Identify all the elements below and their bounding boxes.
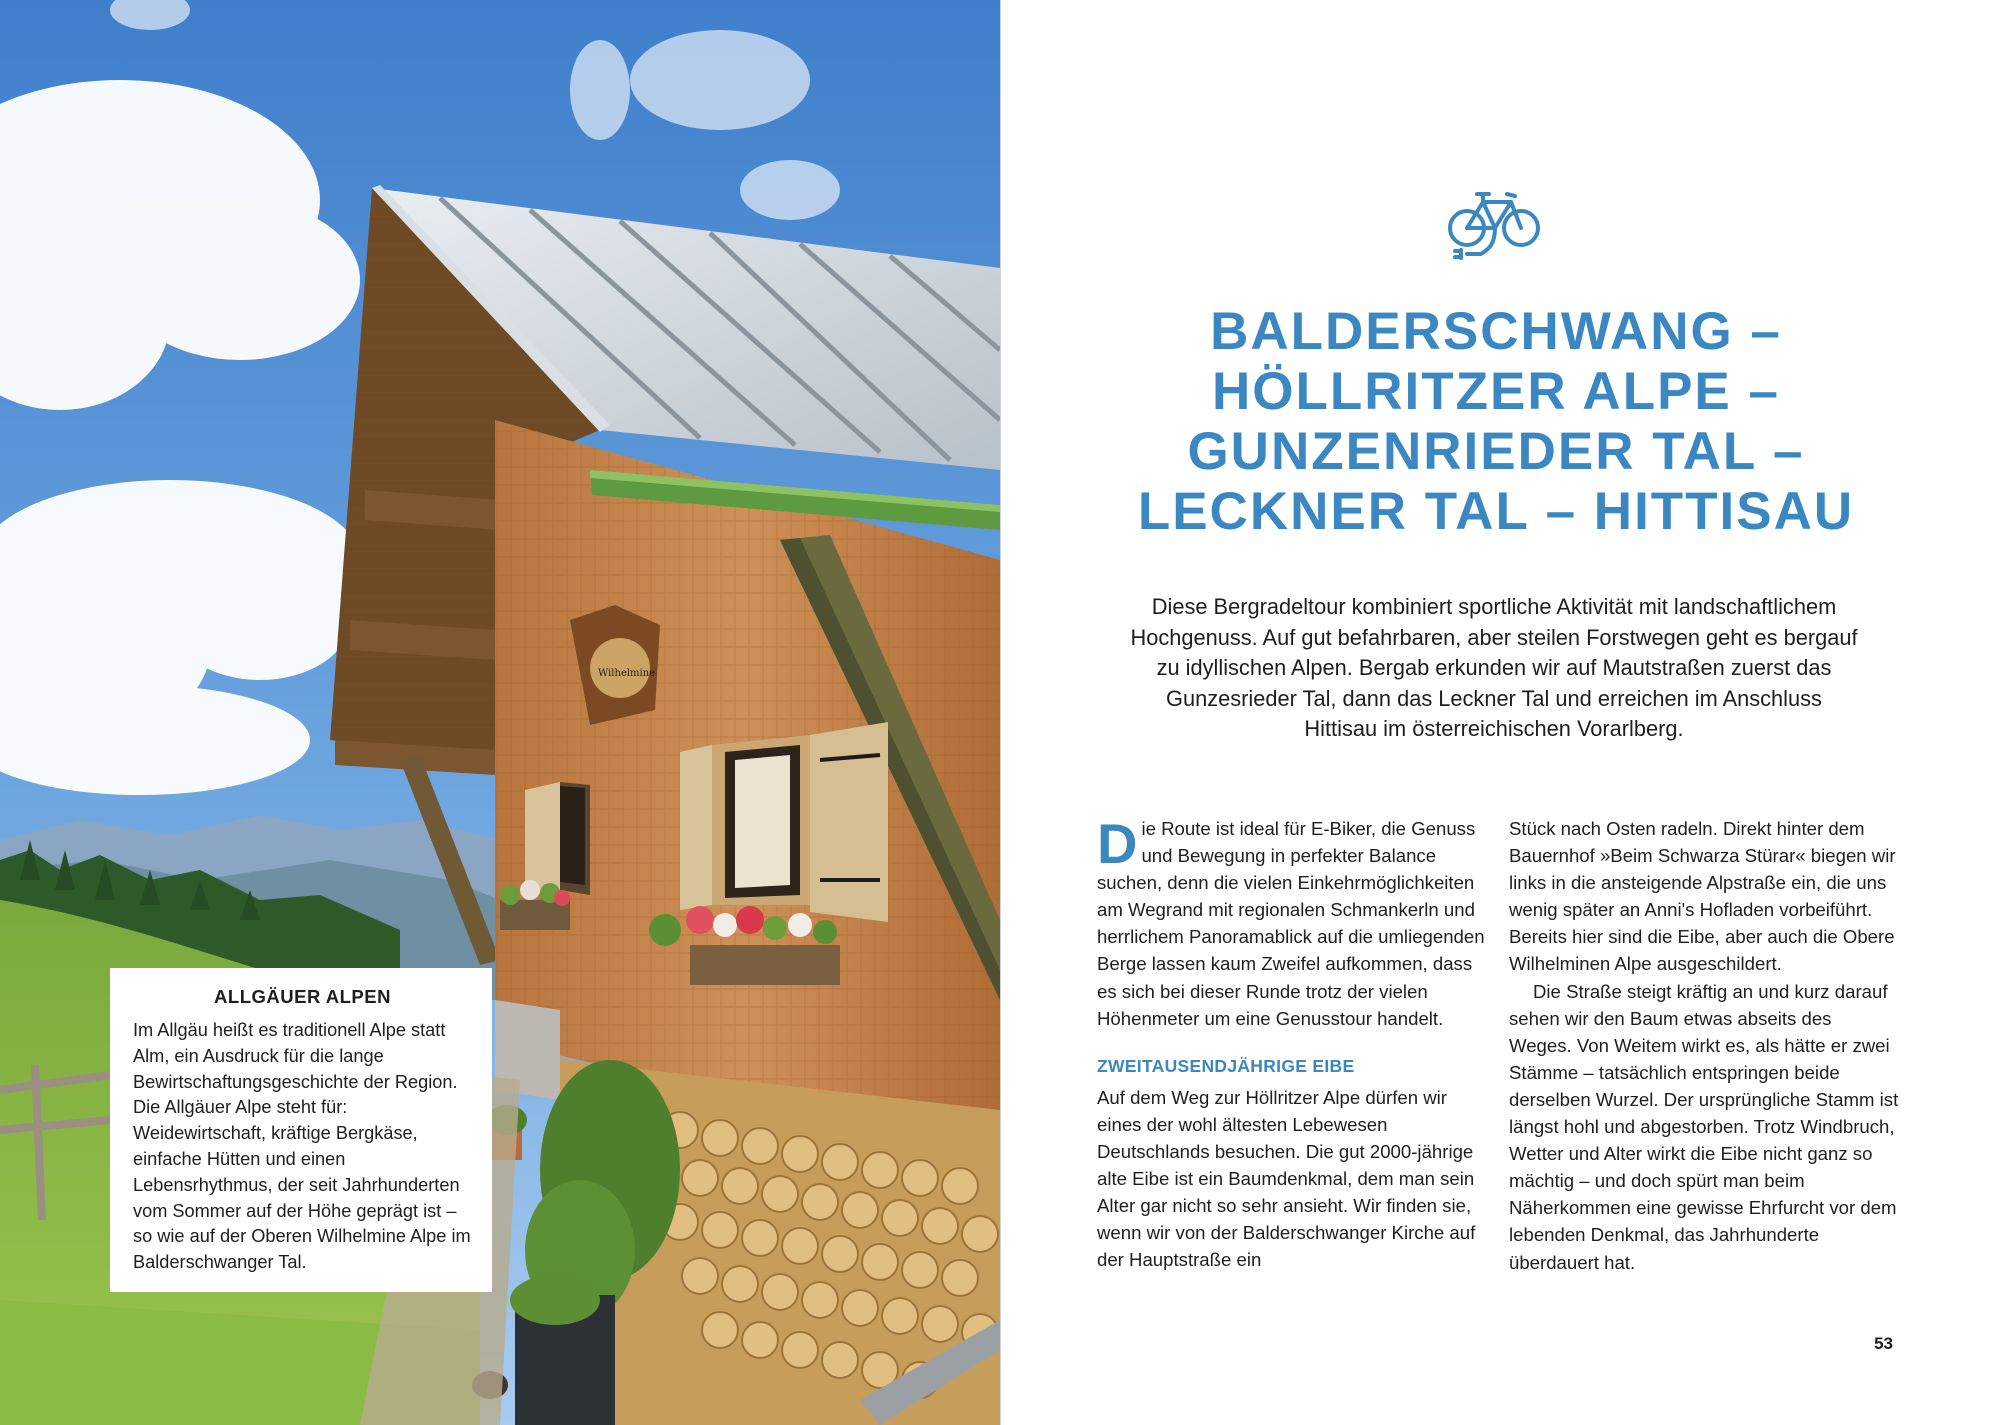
body-text: ie Route ist ideal für E-Biker, die Genuss und Bewegung in perfekter Balance suchen, denn die vielen Einkehrmöglichkeiten am Wegrand mit regionalen Schmankerln und herrlichem Panoramablick auf die umliegenden Berge lassen kaum Zweifel aufkommen, dass es sich bei dieser Runde trotz der vielen Höhenmeter um eine Genusstour handelt.: [1097, 818, 1485, 1029]
section-subheading: ZWEITAUSENDJÄHRIGE EIBE: [1097, 1055, 1355, 1076]
page-number: 53: [1874, 1334, 1893, 1353]
caption-box: [110, 968, 492, 1292]
body-paragraph: [1097, 812, 1487, 1032]
text-page: [1000, 0, 2000, 1425]
body-paragraph: Stück nach Osten radeln. Direkt hinter dem Bauernhof »Beim Schwarza Stürar« biegen wir links in die ansteigende Alpstraße ein, die uns wenig später an Anni's Hofladen vorbeiführt. Bereits hier sind die Eibe, aber auch die Obere Wilhelminen Alpe ausgeschildert.: [1509, 818, 1896, 975]
caption-text: Im Allgäu heißt es traditionell Alpe statt Alm, ein Ausdruck für die lange Bewirtschaftungsgeschichte der Region. Die Allgäuer Alpe steht für: Weidewirtschaft, kräftige Bergkäse, einfache Hütten und einen Lebensrhythmus, der seit Jahrhunderten vom Sommer auf der Höhe geprägt ist – so wie auf der Oberen Wilhelmine Alpe im Balderschwanger Tal.: [133, 1020, 471, 1273]
e-bike-icon: [1447, 188, 1543, 268]
body-paragraph: Die Straße steigt kräftig an und kurz darauf sehen wir den Baum etwas abseits des Weges. Von Weitem wirkt es, als hätte er zwei Stämme – tatsächlich entspringen beide derselben Wurzel. Der ursprüngliche Stamm ist längst hohl und abgestorben. Trotz Windbruch, Wetter und Alter wirkt die Eibe nicht ganz so mächtig – und doch spürt man beim Näherkommen eine gewisse Ehrfurcht vor dem lebenden Denkmal, das Jahrhunderte überdauert hat.: [1509, 980, 1899, 1273]
title-line: BALDERSCHWANG –: [1210, 302, 1782, 361]
drop-cap: D: [1097, 812, 1138, 875]
title-line: LECKNER TAL – HITTISAU: [1137, 482, 1855, 541]
svg-text:Wilhelmine: Wilhelmine: [598, 668, 656, 679]
tour-title: [1061, 302, 1931, 542]
text-column-left: [1097, 812, 1487, 1273]
text-column-right: [1509, 815, 1899, 1276]
caption-title: ALLGÄUER ALPEN: [214, 986, 391, 1007]
title-line: HÖLLRITZER ALPE –: [1212, 362, 1780, 421]
title-line: GUNZENRIEDER TAL –: [1187, 422, 1805, 481]
intro-paragraph: Diese Bergradeltour kombiniert sportliche Aktivität mit landschaftlichem Hochgenuss. Auf gut befahrbaren, aber steilen Forstwegen geht es bergauf zu idyllischen Alpen. Bergab erkunden wir auf Mautstraßen zuerst das Gunzesrieder Tal, dann das Leckner Tal und erreichen im Anschluss Hittisau im österreichischen Vorarlberg.: [1130, 594, 1858, 742]
body-paragraph: Auf dem Weg zur Höllritzer Alpe dürfen wir eines der wohl ältesten Lebewesen Deutschlands besuchen. Die gut 2000-jährige alte Eibe ist ein Baumdenkmal, dem man sein Alter gar nicht so sehr ansieht. Wir finden sie, wenn wir von der Balderschwanger Kirche auf der Hauptstraße ein: [1097, 1086, 1476, 1271]
